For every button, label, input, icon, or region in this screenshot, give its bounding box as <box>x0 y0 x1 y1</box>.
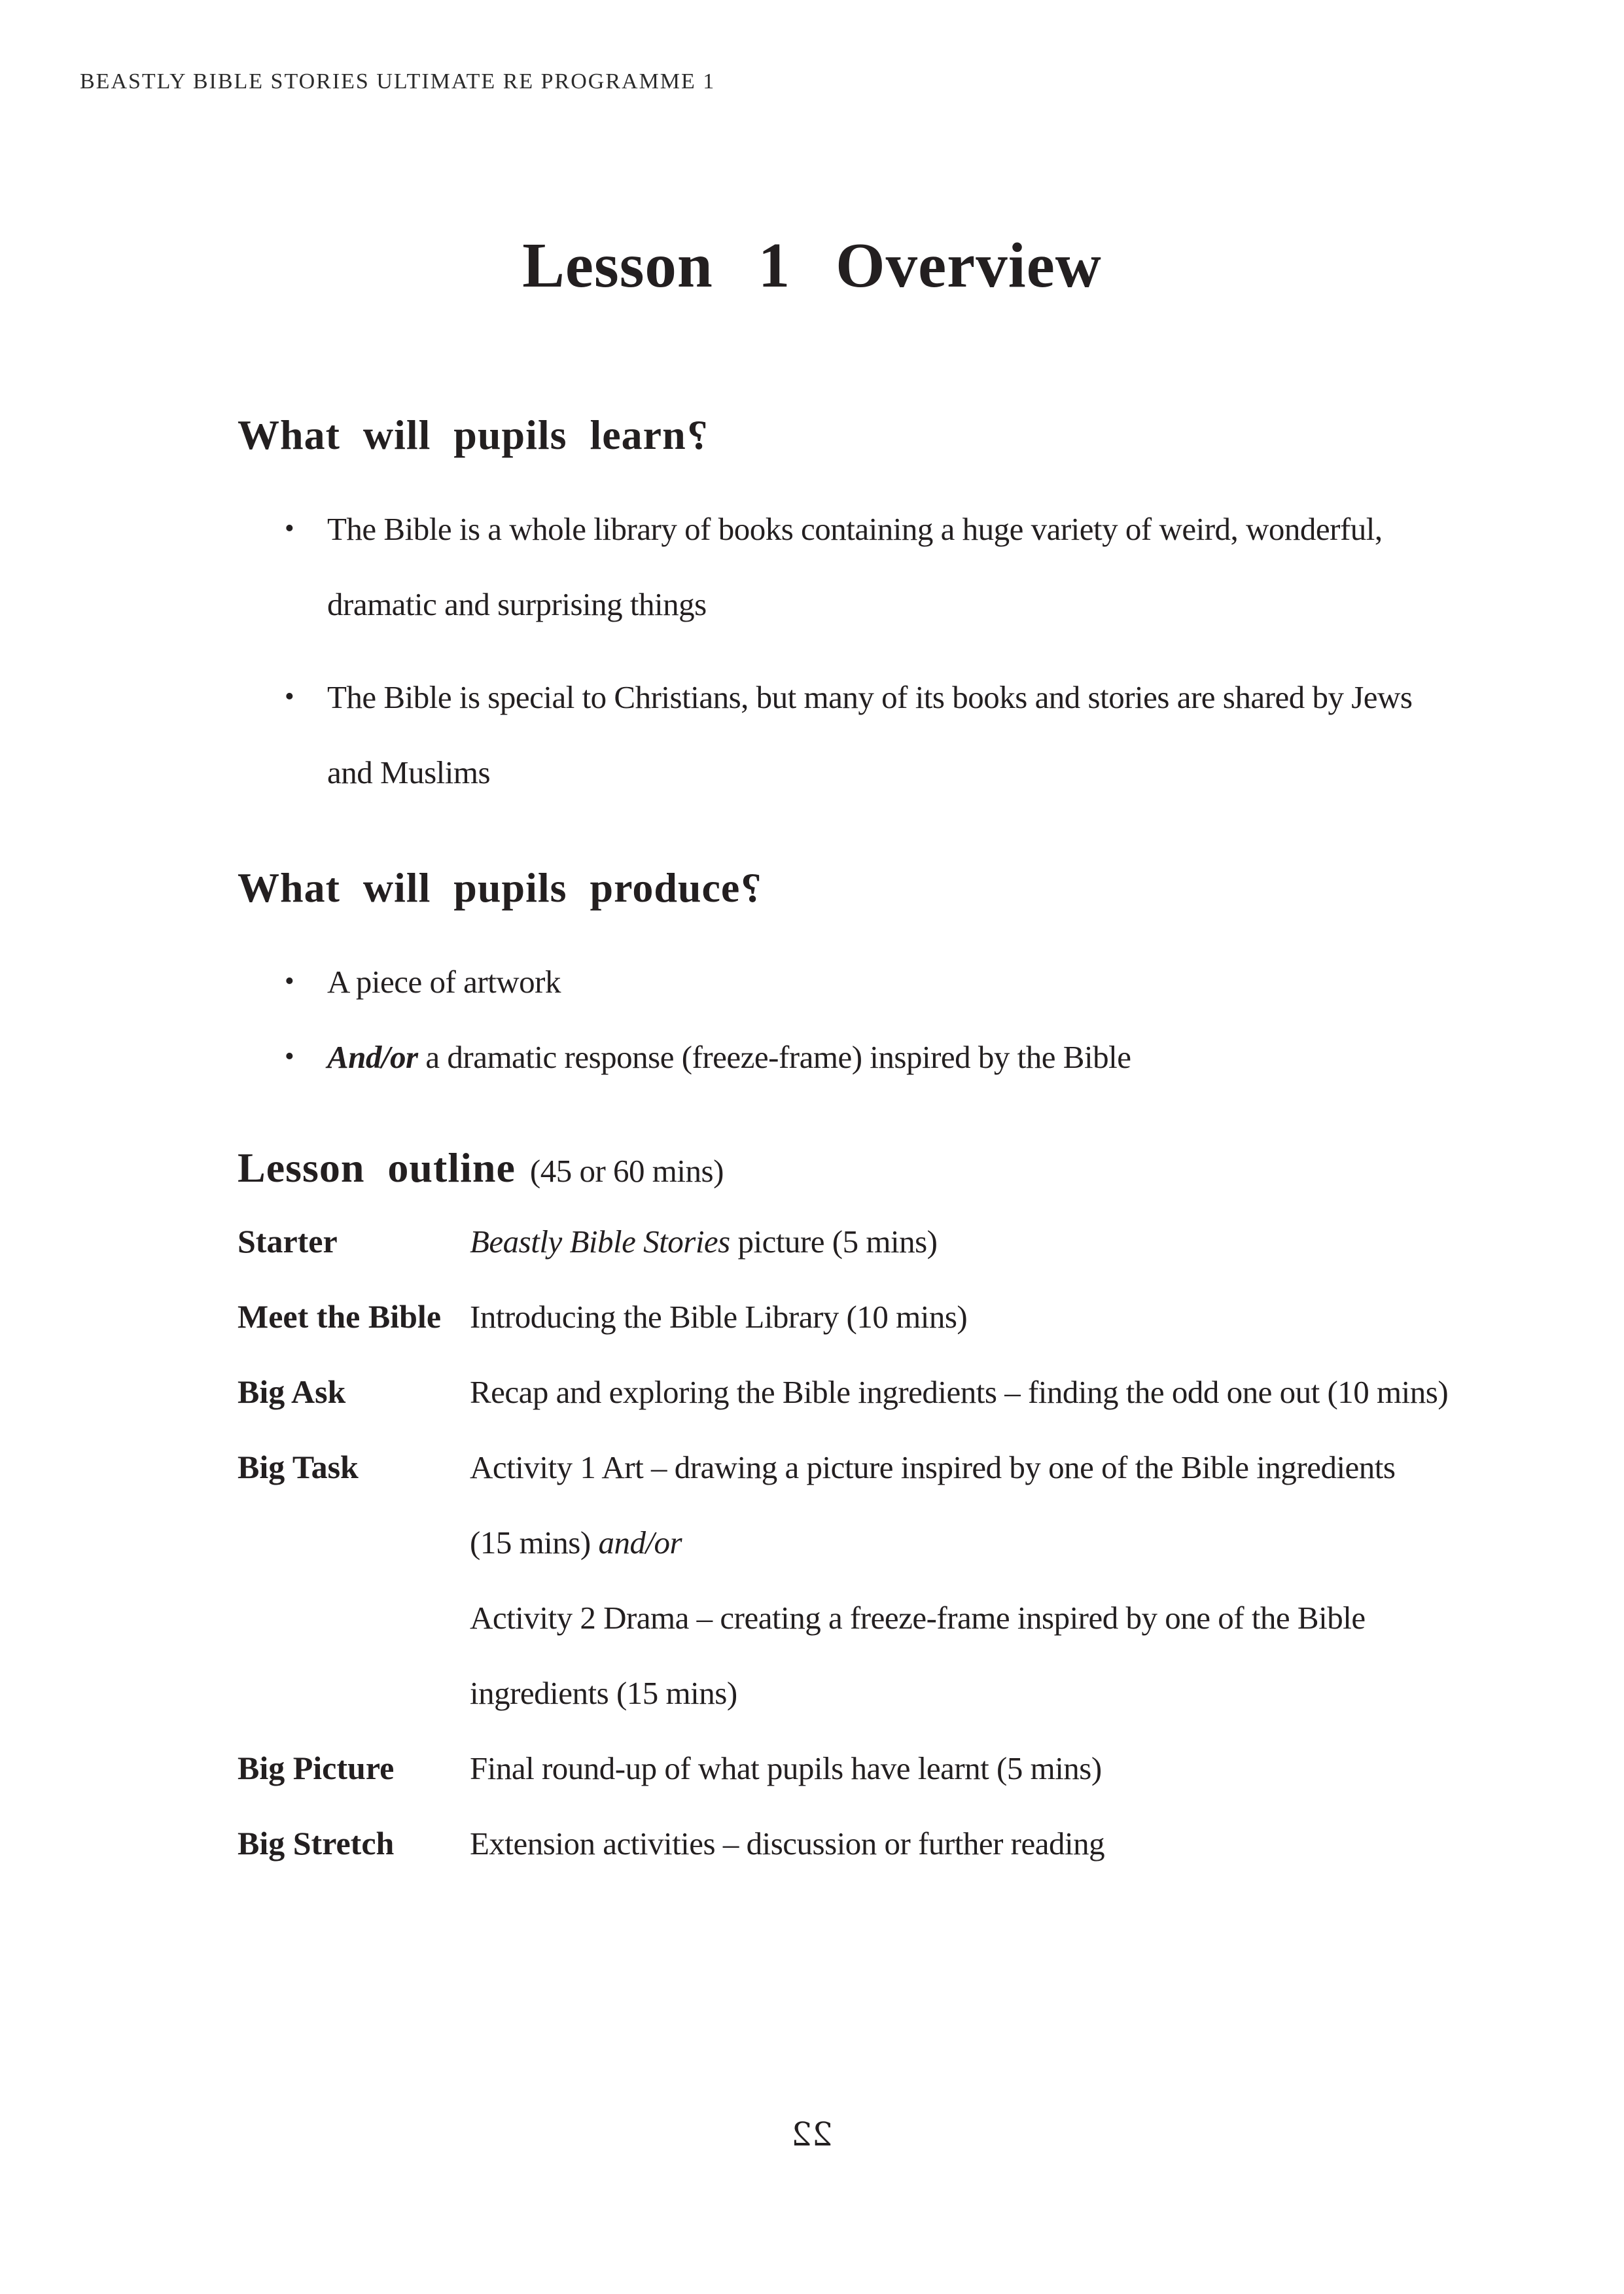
bullet-line: dramatic and surprising things <box>327 586 707 622</box>
text-run: (15 mins) <box>470 1525 599 1561</box>
outline-desc <box>470 1731 1102 1806</box>
outline-label: Meet the Bible <box>238 1298 442 1335</box>
outline-label: Big Task <box>238 1449 359 1485</box>
list-item <box>285 660 1412 810</box>
page-number <box>0 2115 1624 2153</box>
outline-label <box>238 1505 470 1580</box>
outline-desc <box>470 1279 967 1354</box>
question-mark: ? <box>740 864 762 911</box>
italic-run: Beastly Bible Stories <box>470 1224 730 1260</box>
outline-desc <box>470 1204 937 1279</box>
bullet-icon: • <box>285 966 294 997</box>
outline-desc <box>470 1655 737 1731</box>
text-run: Activity 2 Drama – creating a freeze-frame inspired by one of the Bible <box>470 1600 1366 1636</box>
list-item <box>285 944 1131 1019</box>
outline-label: Big Picture <box>238 1750 395 1786</box>
bullet-line: A piece of artwork <box>327 964 561 1000</box>
table-row <box>238 1806 1585 1881</box>
heading-text: What will pupils produce <box>238 864 741 911</box>
heading-text: What will pupils learn <box>238 412 686 458</box>
bullet-icon: • <box>285 514 294 544</box>
produce-bullet-list <box>285 944 1131 1095</box>
table-row <box>238 1580 1585 1655</box>
bullet-icon: • <box>285 682 294 712</box>
table-row <box>238 1204 1585 1279</box>
learn-bullet-list <box>285 491 1412 810</box>
running-header: BEASTLY BIBLE STORIES ULTIMATE RE PROGRAMME 1 <box>80 69 716 94</box>
text-run: ingredients (15 mins) <box>470 1675 737 1711</box>
bold-italic-run: And/or <box>327 1039 418 1075</box>
table-row <box>238 1354 1585 1430</box>
table-row <box>238 1731 1585 1806</box>
outline-desc <box>470 1354 1448 1430</box>
outline-label <box>238 1580 470 1655</box>
outline-desc <box>470 1505 682 1580</box>
outline-label: Big Stretch <box>238 1825 395 1862</box>
lesson-outline-table <box>238 1204 1585 1881</box>
italic-run: and/or <box>598 1525 682 1561</box>
text-run: picture (5 mins) <box>730 1224 938 1260</box>
heading-text: Lesson outline <box>238 1144 516 1191</box>
outline-label: Starter <box>238 1223 338 1260</box>
heading-lesson-outline <box>238 1144 724 1192</box>
table-row <box>238 1655 1585 1731</box>
bullet-line: and Muslims <box>327 754 491 790</box>
bullet-line: The Bible is special to Christians, but many of its books and stories are shared by Jews <box>327 679 1413 715</box>
bullet-icon: • <box>285 1042 294 1072</box>
text-run: Extension activities – discussion or further reading <box>470 1826 1105 1862</box>
bullet-line: The Bible is a whole library of books containing a huge variety of weird, wonderful, <box>327 511 1383 547</box>
outline-label: Big Ask <box>238 1373 346 1410</box>
heading-what-will-pupils-produce <box>238 864 762 912</box>
text-run: Activity 1 Art – drawing a picture inspired by one of the Bible ingredients <box>470 1449 1396 1485</box>
text-run: Introducing the Bible Library (10 mins) <box>470 1299 968 1335</box>
page-number-digits: 22 <box>791 2115 833 2153</box>
heading-duration: (45 or 60 mins) <box>529 1153 724 1189</box>
text-run: a dramatic response (freeze-frame) inspired by the Bible <box>417 1039 1131 1075</box>
list-item <box>285 491 1412 642</box>
table-row <box>238 1430 1585 1505</box>
question-mark: ? <box>686 412 708 458</box>
outline-desc <box>470 1430 1395 1505</box>
page-title: Lesson 1 Overview <box>522 230 1102 300</box>
outline-desc <box>470 1580 1366 1655</box>
text-run: Final round-up of what pupils have learnt (5 mins) <box>470 1750 1102 1786</box>
list-item <box>285 1019 1131 1095</box>
text-run: Recap and exploring the Bible ingredients – finding the odd one out (10 mins) <box>470 1374 1449 1410</box>
heading-what-will-pupils-learn <box>238 411 708 459</box>
bullet-line <box>327 1019 1131 1095</box>
outline-label <box>238 1655 470 1731</box>
outline-desc <box>470 1806 1104 1881</box>
table-row <box>238 1505 1585 1580</box>
table-row <box>238 1279 1585 1354</box>
